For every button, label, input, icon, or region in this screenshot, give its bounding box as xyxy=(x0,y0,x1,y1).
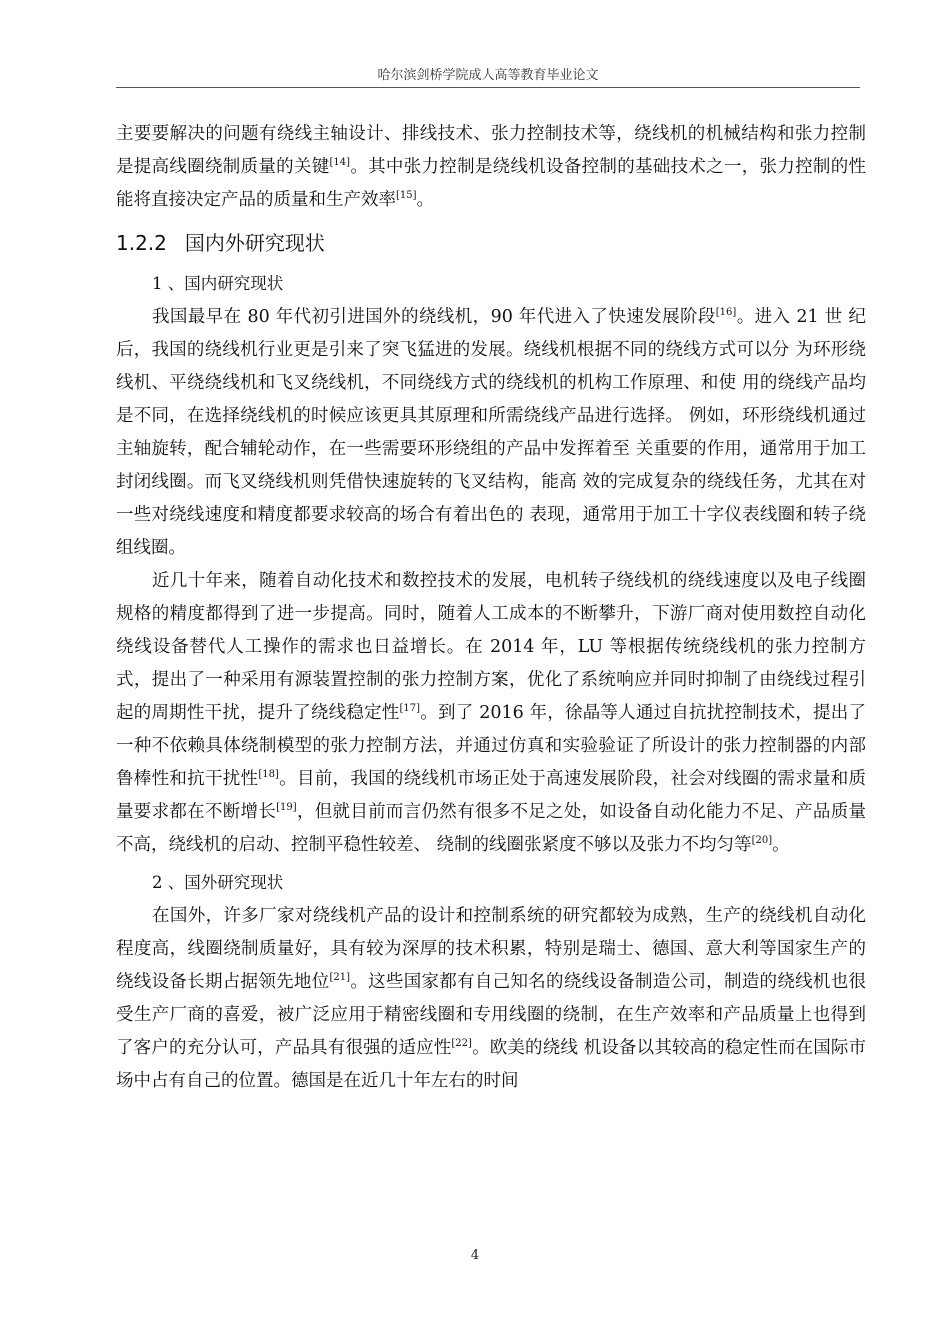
text-run: 。 xyxy=(772,835,790,855)
citation: [20] xyxy=(751,835,773,847)
page-body xyxy=(116,118,866,1098)
paragraph-foreign-1 xyxy=(116,900,866,1098)
section-heading xyxy=(116,227,866,259)
subsection-foreign: 2 、国外研究现状 xyxy=(152,873,284,892)
paragraph-domestic-2 xyxy=(116,565,866,862)
citation: [19] xyxy=(276,802,297,814)
citation: [18] xyxy=(258,769,279,781)
text-run: 。这些国家都有自己知名的绕线设备制造公司，制造的绕线机也很受生产厂商的喜爱，被广泛应用于精密线圈和专用线圈的绕制，在生产效率和产品质量上也得到了客户的充分认可，产品具有很强的适应性 xyxy=(116,972,867,1058)
text-run: 。到了 2016 年，徐晶等人通过自抗扰控制技术，提出了一种不依赖具体绕制模型的张力控制方法，并通过仿真和实验验证了所设计的张力控制器的内部鲁棒性和抗干扰性 xyxy=(116,703,867,789)
text-run: 主要要解决的问题有绕线主轴设计、排线技术、张力控制技术等，绕线机的机械结构和张力控制是提高线圈绕制质量的关键 xyxy=(116,124,866,177)
section-title: 国内外研究现状 xyxy=(184,231,325,255)
page-number: 4 xyxy=(470,1248,480,1263)
text-run: 我国最早在 80 年代初引进国外的绕线机，90 年代进入了快速发展阶段 xyxy=(152,307,716,327)
text-run: 在国外，许多厂家对绕线机产品的设计和控制系统的研究都较为成熟，生产的绕线机自动化程度高，线圈绕制质量好，具有较为深厚的技术积累，特别是瑞士、德国、意大利等国家生产的绕线设备长期占据领先地位 xyxy=(116,906,866,992)
text-run: 。进入 21 世 纪后，我国的绕线机行业更是引来了突飞猛进的发展。绕线机根据不同的绕线方式可以分 为环形绕线机、平绕绕线机和飞叉绕线机，不同绕线方式的绕线机的机构工作原理、和使 用的绕线产品均是不同，在选择绕线机的时候应该更具其原理和所需绕线产品进行选择。 例如，环形绕线机通过主轴旋转，配合辅轮动作，在一些需要环形绕组的产品中发挥着至 关重要的作用，通常用于加工封闭线圈。而飞叉绕线机则凭借快速旋转的飞叉结构，能高 效的完成复杂的绕线任务，尤其在对一些对绕线速度和精度都要求较高的场合有着出色的 表现，通常用于加工十字仪表线圈和转子绕组线圈。 xyxy=(116,307,866,558)
paragraph-domestic-1 xyxy=(116,301,866,565)
section-number: 1.2.2 xyxy=(116,231,167,255)
citation: [15] xyxy=(396,190,417,202)
text-run: 近几十年来，随着自动化技术和数控技术的发展，电机转子绕线机的绕线速度以及电子线圈规格的精度都得到了进一步提高。同时，随着人工成本的不断攀升，下游厂商对使用数控自动化绕线设备替代人工操作的需求也日益增长。在 2014 年，LU 等根据传统绕线机的张力控制方式，提出了一种采用有源装置控制的张力控制方案，优化了系统响应并同时抑制了由绕线过程引起的周期性干扰，提升了绕线稳定性 xyxy=(116,571,866,723)
citation: [17] xyxy=(399,703,421,715)
citation: [22] xyxy=(451,1038,472,1050)
paragraph-intro xyxy=(116,118,866,217)
citation: [14] xyxy=(329,157,351,169)
text-run: 。其中张力控制是绕线机设备控制的基础技术之一，张力控制的性能将直接决定产品的质量和生产效率 xyxy=(116,157,867,210)
text-run: 。欧美的绕线 机设备以其较高的稳定性而在国际市场中占有自己的位置。德国是在近几十年左右的时间 xyxy=(116,1038,867,1091)
header-rule xyxy=(116,87,860,88)
text-run: ，但就目前而言仍然有很多不足之处，如设备自动化能力不足、产品质量不高，绕线机的启动、控制平稳性较差、 绕制的线圈张紧度不够以及张力不均匀等 xyxy=(116,802,867,855)
citation: [21] xyxy=(329,972,351,984)
running-header: 哈尔滨剑桥学院成人高等教育毕业论文 xyxy=(377,68,599,83)
text-run: 。 xyxy=(416,190,435,210)
citation: [16] xyxy=(715,307,737,319)
subsection-domestic: 1 、国内研究现状 xyxy=(152,274,284,293)
text-run: 。目前，我国的绕线机市场正处于高速发展阶段，社会对线圈的需求量和质量要求都在不断增长 xyxy=(116,769,867,822)
